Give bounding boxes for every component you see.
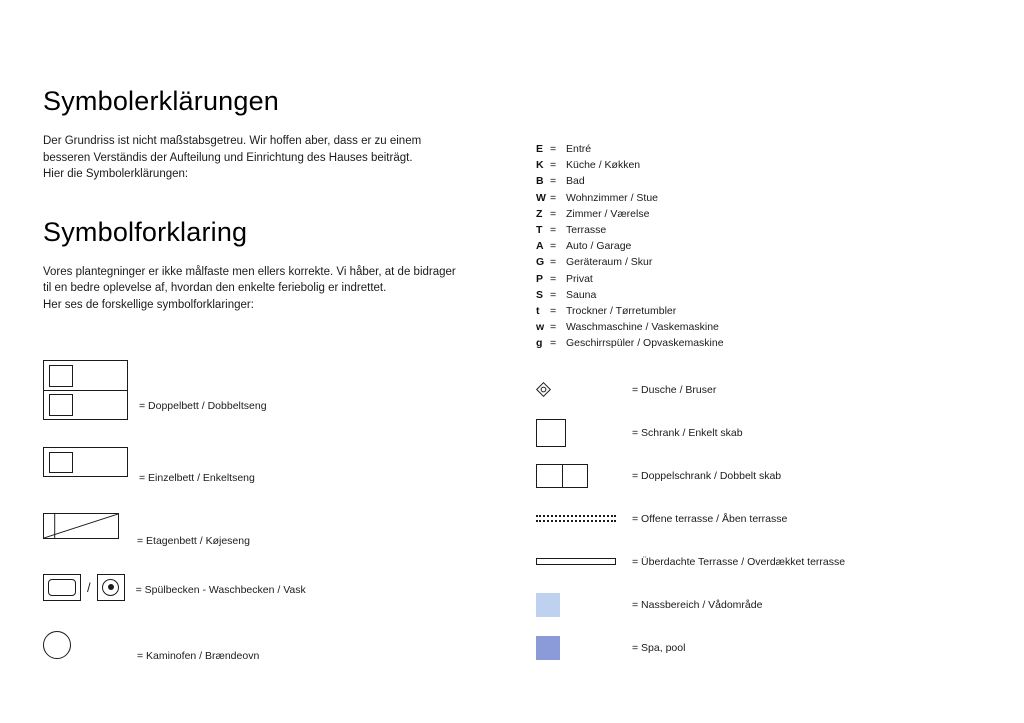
abbreviation-value: Küche / Køkken [566, 159, 641, 172]
legend-label: = Nassbereich / Vådområde [632, 598, 763, 611]
legend-label: = Schrank / Enkelt skab [632, 426, 743, 439]
legend-item-covered-terrace [536, 540, 976, 583]
double-bed-icon [43, 360, 128, 420]
abbreviation-equals: = [550, 256, 557, 269]
intro-danish [43, 264, 503, 314]
intro-german-line-3: Hier die Symbolerklärungen: [43, 168, 189, 180]
legend-item-double-bed [43, 352, 513, 428]
abbreviation-equals: = [550, 143, 557, 155]
abbreviation-value: Geschirrspüler / Opvaskemaskine [566, 337, 724, 350]
bunk-bed-icon [43, 513, 119, 539]
abbreviation-value: Bad [566, 175, 585, 188]
intro-german-line-1: Der Grundriss ist nicht maßstabsgetreu. Wir hoffen aber, dass er zu einem [43, 135, 422, 147]
sink-inner-shape [48, 579, 76, 596]
abbreviation-row [536, 175, 956, 191]
abbreviation-equals: = [550, 240, 557, 253]
left-text-column [43, 86, 503, 313]
double-cabinet-icon [536, 464, 588, 488]
abbreviation-row [536, 224, 956, 240]
covered-terrace-symbol-wrap [536, 558, 632, 565]
abbreviation-row [536, 256, 956, 272]
abbreviation-value: Entré [566, 143, 592, 155]
abbreviation-equals: = [550, 337, 557, 350]
open-terrace-icon [536, 515, 616, 522]
sink-shape [43, 574, 81, 601]
abbreviation-value: Auto / Garage [566, 240, 632, 253]
abbreviation-value: Zimmer / Værelse [566, 207, 650, 220]
abbreviation-equals: = [550, 207, 557, 220]
abbreviation-equals: = [550, 175, 557, 188]
legend-label: = Offene terrasse / Åben terrasse [632, 512, 788, 525]
washbasin-drain [108, 584, 114, 590]
legend-label: = Dusche / Bruser [632, 383, 717, 396]
abbreviation-value: Geräteraum / Skur [566, 256, 653, 269]
abbreviation-row [536, 208, 956, 224]
abbreviation-equals: = [550, 223, 557, 236]
abbreviation-key: E [536, 143, 544, 155]
legend-label: = Doppelschrank / Dobbelt skab [632, 469, 782, 482]
abbreviation-key: K [536, 159, 544, 172]
legend-right-column [536, 368, 976, 669]
abbreviation-row [536, 240, 956, 256]
abbreviation-value: Wohnzimmer / Stue [566, 191, 659, 204]
abbreviation-value: Waschmaschine / Vaskemaskine [566, 321, 719, 334]
legend-item-cabinet [536, 411, 976, 454]
legend-label: = Etagenbett / Køjeseng [137, 535, 250, 547]
legend-item-bunk-bed [43, 498, 513, 554]
bunk-diagonal-line [44, 514, 118, 538]
abbreviation-row [536, 273, 956, 289]
cabinet-divider-line [562, 465, 563, 487]
abbreviation-equals: = [550, 159, 557, 172]
legend-left-column [43, 352, 513, 668]
legend-label: = Kaminofen / Brændeovn [137, 650, 260, 662]
spa-pool-symbol-wrap [536, 636, 632, 660]
pillow-shape [49, 394, 73, 416]
sink-basin-icon [43, 574, 125, 601]
abbreviation-equals: = [550, 288, 557, 301]
pillow-shape [49, 365, 73, 387]
wet-area-symbol-wrap [536, 593, 632, 617]
abbreviation-value: Trockner / Tørretumbler [566, 304, 677, 317]
abbreviation-key: S [536, 288, 544, 301]
abbreviation-row [536, 305, 956, 321]
separator-slash: / [87, 579, 91, 595]
abbreviation-row [536, 321, 956, 337]
abbreviation-key: A [536, 240, 544, 253]
open-terrace-symbol-wrap [536, 515, 632, 522]
intro-danish-line-2: til en bedre oplevelse af, hvordan den enkelte feriebolig er indrettet. [43, 282, 387, 294]
abbreviation-row [536, 192, 956, 208]
legend-item-shower [536, 368, 976, 411]
intro-german-line-2: besseren Verständis der Aufteilung und Einrichtung des Hauses beiträgt. [43, 151, 413, 164]
legend-label: = Spülbecken - Waschbecken / Vask [135, 584, 306, 596]
intro-danish-line-1: Vores plantegninger er ikke målfaste men ellers korrekte. Vi håber, at de bidrager [43, 265, 456, 278]
abbreviation-row [536, 143, 956, 159]
abbreviation-equals: = [550, 191, 557, 204]
abbreviation-value: Sauna [566, 288, 597, 301]
abbreviation-key: G [536, 256, 545, 269]
abbreviation-row [536, 159, 956, 175]
wood-stove-icon [43, 631, 71, 659]
legend-item-spa-pool [536, 626, 976, 669]
abbreviation-row [536, 337, 956, 353]
page-title-german: Symbolerklärungen [43, 86, 280, 116]
legend-item-stove [43, 622, 513, 668]
page-title-danish: Symbolforklaring [43, 216, 248, 247]
abbreviation-key: W [536, 191, 546, 204]
abbreviation-key: Z [536, 207, 543, 220]
intro-danish-line-3: Her ses de forskellige symbolforklaringer: [43, 298, 254, 311]
abbreviation-key: g [536, 337, 543, 350]
abbreviation-key: B [536, 175, 544, 188]
abbreviation-equals: = [550, 272, 557, 285]
legend-item-double-cabinet [536, 454, 976, 497]
spa-pool-swatch [536, 636, 560, 660]
cabinet-symbol-wrap [536, 419, 632, 447]
legend-item-single-bed [43, 436, 513, 488]
legend-label: = Einzelbett / Enkeltseng [139, 472, 255, 484]
wet-area-swatch [536, 593, 560, 617]
legend-label: = Doppelbett / Dobbeltseng [139, 400, 267, 412]
abbreviation-row [536, 289, 956, 305]
abbreviation-equals: = [550, 304, 557, 317]
abbreviation-list [536, 143, 956, 353]
intro-german [43, 133, 503, 183]
covered-terrace-icon [536, 558, 616, 565]
washbasin-shape [97, 574, 125, 601]
abbreviation-key: P [536, 272, 544, 285]
abbreviation-value: Privat [566, 272, 593, 285]
cabinet-icon [536, 419, 566, 447]
legend-item-sink [43, 556, 513, 618]
single-bed-icon [43, 447, 128, 477]
legend-label: = Spa, pool [632, 641, 686, 654]
abbreviation-key: w [536, 321, 545, 334]
shower-icon [536, 382, 551, 397]
abbreviation-key: T [536, 223, 543, 236]
legend-item-open-terrace [536, 497, 976, 540]
abbreviation-key: t [536, 304, 540, 317]
legend-label: = Überdachte Terrasse / Overdækket terrasse [632, 555, 846, 568]
pillow-shape [49, 452, 73, 473]
bed-divider-line [44, 390, 127, 391]
double-cabinet-symbol-wrap [536, 464, 632, 488]
abbreviation-equals: = [550, 321, 557, 334]
abbreviation-value: Terrasse [566, 223, 607, 236]
shower-symbol-wrap [536, 382, 632, 397]
legend-item-wet-area [536, 583, 976, 626]
